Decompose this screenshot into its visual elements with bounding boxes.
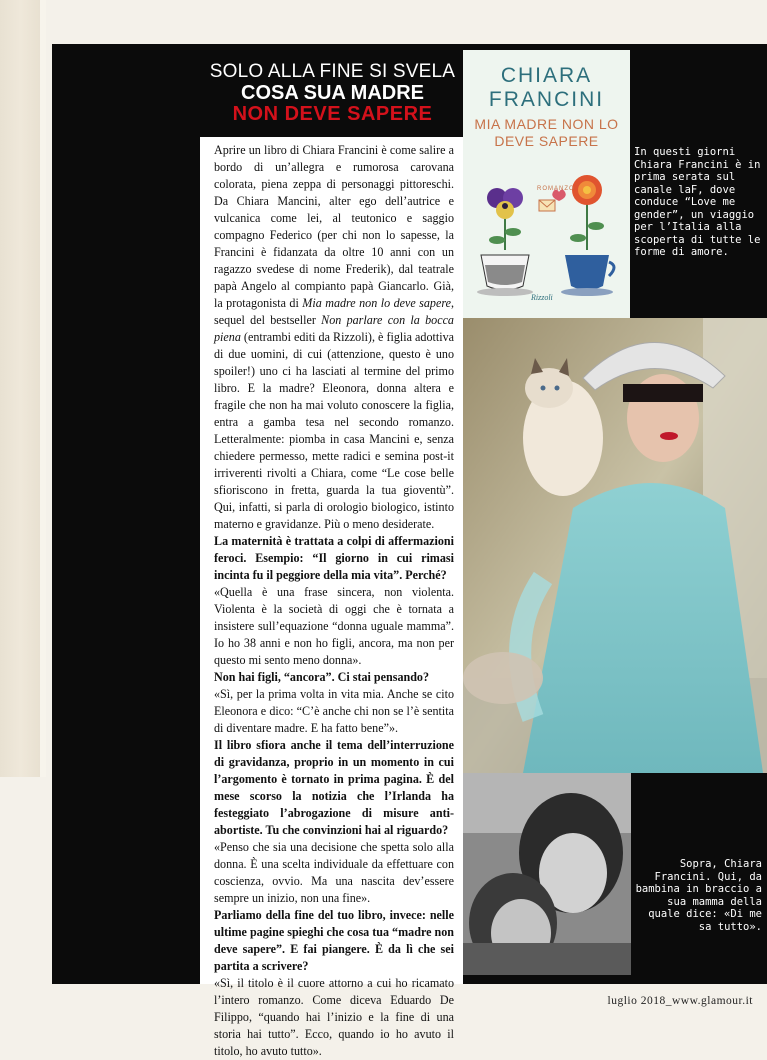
answer-4: «Sì, il titolo è il cuore attorno a cui ho ricamato l’intero romanzo. Come diceva Eduardo De Filippo, “quando hai l’inizio e la fine di una storia hai tutto”. Ecco, quando io ho avuto il titolo, ho avuto tutto». bbox=[214, 976, 454, 1058]
intro-paragraph: Aprire un libro di Chiara Francini è come salire a bordo di un’allegra e rumorosa carovana colorata, piena zeppa di personaggi pittoreschi. Da Chiara Mancini, alter ego dell’autrice e vulcanica come lei, al teutonico e saggio compagno Federico (per chi non lo sapesse, la Francini è fidanzata da oltre 10 anni con un ragazzo svedese di nome Frederik), dal teatrale papà Angelo al compianto papà Giancarlo. Già, la protagonista di Mia madre non lo deve sapere, sequel del bestseller Non parlare con la bocca piena (entrambi editi da Rizzoli), è figlia adottiva di due uomini, di cui (attenzione, questo è uno spoiler!) uno ci ha lasciati al termine del primo libro. E la madre? Eleonora, donna altera e fragile che non ha mai voluto conoscere la figlia, entra a gamba tesa nel secondo romanzo. Letteralmente: piomba in casa Mancini e, senza chiedere permesso, mette radici e semina post-it irriverenti rivolti a Chiara, come “Le cose belle sfioriscono in fretta, guarda la tua gioventù”. Qui, infatti, si parla di orologio biologico, istinto materno e gravidanze. Più o meno desiderate. bbox=[214, 143, 454, 531]
headline-line-2: COSA SUA MADRE bbox=[241, 81, 424, 104]
answer-3: «Penso che sia una decisione che spetta solo alla donna. È una scelta individuale da effettuare con coscienza, ovvio. Ma una nascita dev’essere sempre un inizio, non una fine». bbox=[214, 840, 454, 905]
book-author: CHIARA FRANCINI bbox=[488, 64, 605, 111]
book-publisher: Rizzoli bbox=[531, 293, 553, 302]
book-title-block bbox=[463, 64, 630, 150]
page-footer: luglio 2018_www.glamour.it bbox=[607, 995, 753, 1007]
caption-bottom: Sopra, Chiara Francini. Qui, da bambina in braccio a sua mamma della quale dice: «Di me sa tutto». bbox=[635, 858, 762, 933]
question-2: Non hai figli, “ancora”. Ci stai pensando? bbox=[214, 670, 430, 684]
question-3: Il libro sfiora anche il tema dell’interruzione di gravidanza, proprio in un momento in cui l’argomento è tornato in prima pagina. È del mese scorso la notizia che l’Irlanda ha festeggiato l’abrogazione di misure anti-abortiste. Tu che convinzioni hai al riguardo? bbox=[214, 738, 454, 837]
book-title: MIA MADRE NON LO DEVE SAPERE bbox=[474, 116, 619, 149]
childhood-photo-illustration bbox=[463, 773, 631, 975]
answer-2: «Sì, per la prima volta in vita mia. Anche se cito Eleonora e dico: “C’è anche chi non se l’è sentita di diventare madre. E ha fatto bene”». bbox=[214, 687, 454, 735]
book-genre: ROMANZO bbox=[537, 186, 575, 192]
article-body bbox=[214, 142, 454, 1060]
left-page-edge bbox=[0, 0, 46, 777]
headline-line-3: NON DEVE SAPERE bbox=[232, 103, 433, 126]
portrait-photo bbox=[463, 318, 767, 773]
caption-top: In questi giorni Chiara Francini è in prima serata sul canale laF, dove conduce “Love me gender”, un viaggio per l’Italia alla scoperta di tutte le forme di amore. bbox=[634, 146, 761, 258]
portrait-photo-illustration bbox=[463, 318, 767, 773]
answer-1: «Quella è una frase sincera, non violenta. Violenta è la società di oggi che è tornata a insistere sull’equazione “donna uguale mamma”. Io ho 38 anni e non ho figli, ancora, ma non per questo mi sento meno donna». bbox=[214, 585, 454, 667]
question-1: La maternità è trattata a colpi di affermazioni feroci. Esempio: “Il giorno in cui rimasi incinta fu il peggiore della mia vita”. Perché? bbox=[214, 534, 454, 582]
question-4: Parliamo della fine del tuo libro, invece: nelle ultime pagine spieghi che cosa tua “madre non deve sapere”. E fai piangere. È da lì che sei partita a scrivere? bbox=[214, 908, 454, 973]
headline-line-1: SOLO ALLA FINE SI SVELA bbox=[209, 61, 456, 82]
book-cover bbox=[463, 50, 630, 320]
headline bbox=[205, 62, 460, 126]
childhood-photo bbox=[463, 773, 631, 975]
